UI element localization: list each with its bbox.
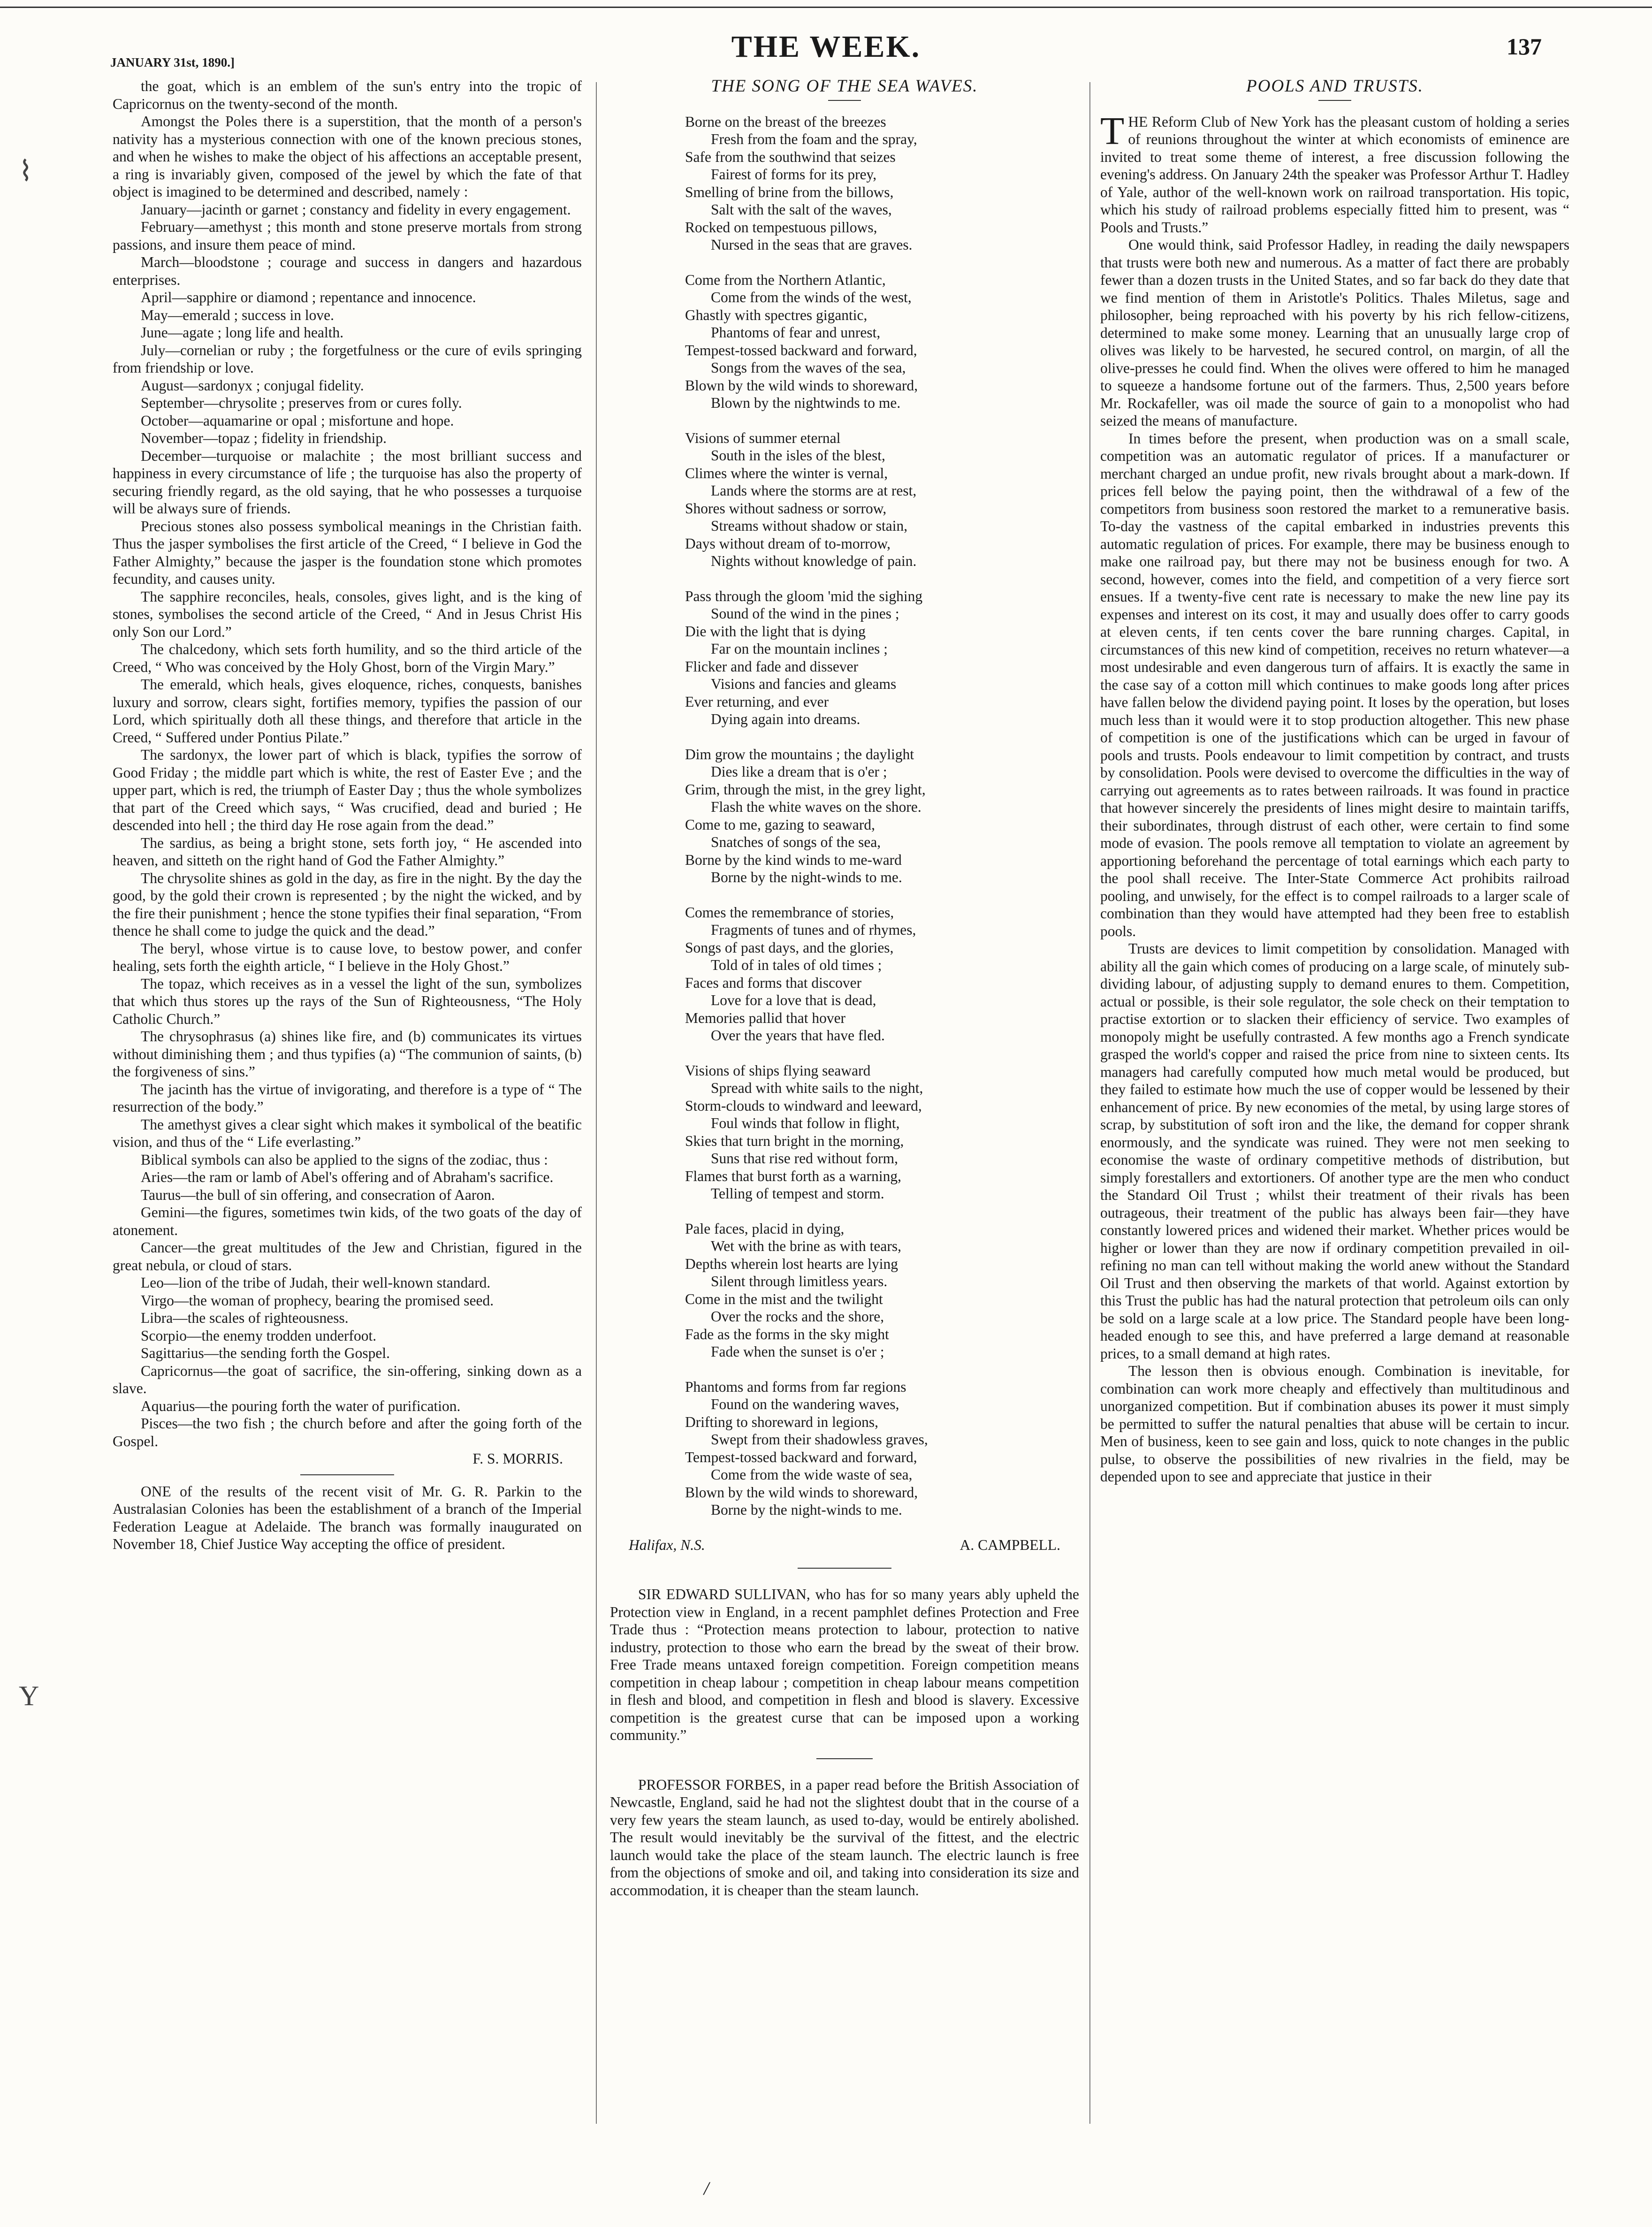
forbes-lead: PROFESSOR FORBES, <box>638 1776 785 1793</box>
paragraph: Aries—the ram or lamb of Abel's offering and of Abraham's sacrifice. <box>141 1169 554 1185</box>
section-rule <box>300 1474 394 1475</box>
paragraph: The lesson then is obvious enough. Combination is inevitable, for combination can work more cheaply and effectively than multitudinous and unorganized competition. But if combination abuses its power it must simply be permitted to suffer the natural penalties that abuse will be certain to incur. Men of business, keen to see gain and loss, quick to note changes in the public pulse, to observe the possibilities of new rivalries in the field, may be depended upon to see and appreciate that justice in their <box>1100 1363 1569 1485</box>
sullivan-note <box>610 1586 1079 1744</box>
poem-line: Pale faces, placid in dying, <box>685 1220 845 1237</box>
paragraph: The beryl, whose virtue is to cause love, to bestow power, and confer healing, sets forth the eighth article, “ I believe in the Holy Ghost.” <box>113 940 582 974</box>
poem-stanza <box>610 1062 1079 1203</box>
poem-line: Come in the mist and the twilight <box>685 1290 883 1307</box>
article-signature: F. S. MORRIS. <box>472 1450 563 1467</box>
poem-line: Dying again into dreams. <box>711 711 860 727</box>
column-3 <box>1100 77 1569 2152</box>
paragraph: The sapphire reconciles, heals, consoles, gives light, and is the king of stones, symbolises the second article of the Creed, “ And in Jesus Christ His only Son our Lord.” <box>113 588 582 640</box>
poem-line: Far on the mountain inclines ; <box>711 641 888 657</box>
poem-line: Flash the white waves on the shore. <box>711 799 921 815</box>
poem-title: THE SONG OF THE SEA WAVES. <box>711 77 978 96</box>
paragraph: October—aquamarine or opal ; misfortune and hope. <box>141 412 454 429</box>
paragraph: The chalcedony, which sets forth humility, and so the third article of the Creed, “ Who was conceived by the Holy Ghost, born of the Virgin Mary.” <box>113 641 582 675</box>
poem-line: Pass through the gloom 'mid the sighing <box>685 587 923 604</box>
paragraph: The amethyst gives a clear sight which makes it symbolical of the beatific vision, and thus of the “ Life everlasting.” <box>113 1116 582 1150</box>
paragraph: Gemini—the figures, sometimes twin kids, of the two goats of the day of atonement. <box>113 1204 582 1238</box>
poem-line: Snatches of songs of the sea, <box>711 834 881 850</box>
poem-line: Telling of tempest and storm. <box>711 1185 884 1202</box>
paragraph: The chrysophrasus (a) shines like fire, and (b) communicates its virtues without diminishing them ; and thus typifies (a) “The communion of saints, (b) the forgiveness of sins.” <box>113 1028 582 1080</box>
poem-line: Borne by the kind winds to me-ward <box>685 851 902 868</box>
poem-line: Come from the wide waste of sea, <box>711 1466 913 1483</box>
poem-line: Phantoms and forms from far regions <box>685 1378 906 1395</box>
paragraph: Aquarius—the pouring forth the water of purification. <box>141 1397 461 1414</box>
column-2 <box>610 77 1079 2152</box>
poem-line: Lands where the storms are at rest, <box>711 482 917 499</box>
poem-stanza <box>610 587 1079 728</box>
poem-line: Days without dream of to-morrow, <box>685 535 891 552</box>
poem-line: Dim grow the mountains ; the daylight <box>685 746 914 763</box>
paragraph: The emerald, which heals, gives eloquence, riches, conquests, banishes luxury and sorrow, clears sight, fortifies memory, typifies the passion of our Lord, which spiritually doth all these things, and therefore that article in the Creed, “ Suffered under Pontius Pilate.” <box>113 676 582 746</box>
poem-line: Nursed in the seas that are graves. <box>711 236 913 253</box>
top-rule <box>0 7 1652 8</box>
poem-line: Flames that burst forth as a warning, <box>685 1167 902 1184</box>
paragraph: Cancer—the great multitudes of the Jew and Christian, figured in the great nebula, or cloud of stars. <box>113 1239 582 1274</box>
paragraph: the goat, which is an emblem of the sun's entry into the tropic of Capricornus on the twenty-second of the month. <box>113 78 582 112</box>
issue-date: JANUARY 31st, 1890.] <box>110 55 235 69</box>
poem-line: Blown by the wild winds to shoreward, <box>685 1484 918 1501</box>
paragraph: The jacinth has the virtue of invigorating, and therefore is a type of “ The resurrection of the body.” <box>113 1081 582 1115</box>
paragraph: Biblical symbols can also be applied to the signs of the zodiac, thus : <box>141 1151 548 1168</box>
paragraph: July—cornelian or ruby ; the forgetfulness or the cure of evils springing from friendship or love. <box>113 342 582 376</box>
paragraph: One would think, said Professor Hadley, in reading the daily newspapers that trusts were both new and numerous. As a matter of fact there are probably fewer than a dozen trusts in the United States, and so far back do they date that we find mention of them in Aristotle's Politics. Thales Miletus, sage and philosopher, being reproached with his poverty by his rich fellow-citizens, determined to make some money. Learning that an unusually large crop of olives was likely to be harvested, he secured control, on margin, of all the olive-presses he could find. When the olives were offered to him he managed to squeeze a handsome fortune out of the farmers. Thus, 2,500 years before Mr. Rockafeller, was oil made the source of gain to a monopolist who had seized the means of manufacture. <box>1100 236 1569 429</box>
poem-line: Spread with white sails to the night, <box>711 1080 923 1096</box>
poem-line: Borne by the night-winds to me. <box>711 869 902 885</box>
poem-line: Fade when the sunset is o'er ; <box>711 1343 884 1360</box>
poem-line: Suns that rise red without form, <box>711 1150 898 1167</box>
paragraph: Trusts are devices to limit competition by consolidation. Managed with ability all the gain which comes of producing on a large scale, of minutely sub-dividing labour, of adjusting supply to demand enures to them. Competition, actual or possible, is their sole regulator, the sole check on their temptation to practise extortion or to slacken their efficiency of service. Two examples of monopoly might be usefully contrasted. A few months ago a French syndicate grasped the world's copper and raised the price from nine to sixteen cents. Its managers had carefully computed how much metal would be produced, but they failed to estimate how much the use of copper would be lessened by their enhancement of price. By new economies of the metal, by using large stores of scrap, by substitution of soft iron and the like, the demand for copper shrank enormously, and the syndicate was ruined. They were not men seeking to economise the waste of ordinary competitive methods of distribution, but simply forestallers and extortioners. Of another type are the men who conduct the Standard Oil Trust ; whilst their treatment of their rivals has been outrageous, their treatment of the public has always been fair—they have constantly lowered prices and widened their market. Whether prices would be higher or lower than they are now if ordinary competition prevailed in oil-refining no man can tell without making the world anew without the Standard Oil Trust and then observing the markets of that world. Against extortion by this Trust the public has had the natural protection that petroleum oils can only be sold on a large scale at a low price. The Standard people have been long-headed enough to see this, and have preferred a large demand at reasonable prices, to a small demand at high rates. <box>1100 940 1569 1362</box>
paragraph: The sardius, as being a bright stone, sets forth joy, “ He ascended into heaven, and sitteth on the right hand of God the Father Almighty.” <box>113 834 582 869</box>
poem-line: Found on the wandering waves, <box>711 1396 899 1412</box>
poem-line: Nights without knowledge of pain. <box>711 553 917 569</box>
margin-mark: ⌇ <box>19 156 33 187</box>
poem-line: Over the rocks and the shore, <box>711 1308 884 1325</box>
poem-line: Ghastly with spectres gigantic, <box>685 306 868 323</box>
paragraph: Leo—lion of the tribe of Judah, their well-known standard. <box>141 1274 491 1291</box>
poem-line: Sound of the wind in the pines ; <box>711 605 899 622</box>
sullivan-body: who has for so many years ably upheld the Protection view in England, in a recent pamphlet defines Protection and Free Trade thus : “Protection means protection to labour, protection to native industry, protection to those who earn the bread by the sweat of their brow. Free Trade means untaxed foreign competition. Foreign competition means competition in cheap labour ; competition in cheap labour means competition in flesh and blood, and competition in flesh and blood is slavery. Excessive competition is the greatest curse that can be imposed upon a working community.” <box>610 1586 1079 1743</box>
poem-line: Grim, through the mist, in the grey light, <box>685 781 926 798</box>
poem-line: Dies like a dream that is o'er ; <box>711 763 887 780</box>
paragraph: The topaz, which receives as in a vessel the light of the sun, symbolizes that which thus stores up the rays of the Sun of Righteousness, “The Holy Catholic Church.” <box>113 975 582 1027</box>
article-intro <box>1100 109 1569 236</box>
sullivan-lead: SIR EDWARD SULLIVAN, <box>638 1586 810 1602</box>
title-rule <box>828 100 861 101</box>
paragraph: Capricornus—the goat of sacrifice, the sin-offering, sinking down as a slave. <box>113 1362 582 1396</box>
poem-line: Phantoms of fear and unrest, <box>711 324 881 341</box>
paragraph: In times before the present, when production was on a small scale, competition was an automatic regulator of prices. If a manufacturer or merchant charged an undue profit, new rivals brought about a mark-down. If prices fell below the paying point, then the withdrawal of a few of the competitors from business soon restored the market to a remunerative basis. To-day the vastness of the capital embarked in industries prevents this automatic regulation of prices. For example, there may be business enough to make one railroad pay, but there may not be business enough for two. A second, however, comes into the field, and competition of a very fierce sort ensues. If a twenty-five cent rate is necessary to make the new line pay its expenses and interest on its cost, it may and usually does offer to carry goods at eleven cents, if ten cents cover the bare running charges. Capital, in circumstances of this new kind of competition, receives no return whatever—a most undesirable and even dangerous turn of affairs. It is exactly the same in the case say of a cotton mill which continues to make goods long after prices have fallen below the dividend paying point. It loses by the operation, but loses much less than it would were it to stop production altogether. This new phase of competition is one of the justifications which can be urged in favour of pools and trusts. Pools endeavour to limit competition by contract, and trusts by consolidation. Pools were devised to overcome the difficulties in the way of carrying out agreements as to rates between railroads. It was found in practice that however sincerely the presidents of lines might desire to maintain tariffs, their subordinates, through distrust of each other, were certain to find some mode of evasion. The pools remove all temptation to violate an agreement by apportioning beforehand the percentage of total earnings which each party to the pool shall receive. The Inter-State Commerce Act prohibits railroad pooling, and unwisely, for the effect is to compel railroads to a larger scale of combination than they would have attempted had they been free to establish pools. <box>1100 430 1569 939</box>
poem-line: Silent through limitless years. <box>711 1273 888 1289</box>
note-lead: ONE <box>141 1483 171 1500</box>
poem-line: Songs from the waves of the sea, <box>711 359 906 376</box>
section-rule <box>816 1758 873 1759</box>
paragraph: April—sapphire or diamond ; repentance and innocence. <box>141 289 476 305</box>
poem-line: Blown by the nightwinds to me. <box>711 395 901 411</box>
poem-author: A. CAMPBELL. <box>959 1536 1060 1553</box>
page-header <box>0 19 1652 70</box>
paragraph: December—turquoise or malachite ; the most brilliant success and happiness in every circumstance of life ; the turquoise has also the property of securing friendly regard, as the old saying, that he who possesses a turquoise will be always sure of friends. <box>113 447 582 517</box>
paragraph: Amongst the Poles there is a superstition, that the month of a person's nativity has a mysterious connection with one of the known precious stones, and when he wishes to make the object of his affections an acceptable present, a ring is invariably given, composed of the jewel by which the fate of that object is imagined to be determined and described, namely : <box>113 113 582 200</box>
column-divider <box>1089 82 1090 2124</box>
column-1 <box>113 77 582 2152</box>
poem-line: Fade as the forms in the sky might <box>685 1326 889 1342</box>
poem-line: Shores without sadness or sorrow, <box>685 500 887 517</box>
paragraph: June—agate ; long life and health. <box>141 324 344 341</box>
paragraph: January—jacinth or garnet ; constancy and fidelity in every engagement. <box>141 201 571 218</box>
poem-line: Memories pallid that hover <box>685 1009 846 1026</box>
forbes-note <box>610 1776 1079 1899</box>
poem-stanza <box>610 1220 1079 1361</box>
poem-line: Drifting to shoreward in legions, <box>685 1413 879 1430</box>
poem-signoff <box>610 1536 1079 1554</box>
title-rule <box>1318 100 1351 101</box>
paragraph: Libra—the scales of righteousness. <box>141 1310 349 1326</box>
article-title: POOLS AND TRUSTS. <box>1246 77 1424 96</box>
poem-line: Over the years that have fled. <box>711 1027 885 1044</box>
poem-stanza <box>610 429 1079 570</box>
paragraph: Virgo—the woman of prophecy, bearing the promised seed. <box>141 1292 494 1309</box>
poem-line: Told of in tales of old times ; <box>711 957 882 973</box>
poem-line: Skies that turn bright in the morning, <box>685 1132 904 1149</box>
poem-line: Faces and forms that discover <box>685 974 862 991</box>
poem-line: Rocked on tempestuous pillows, <box>685 219 877 236</box>
poem-line: Fresh from the foam and the spray, <box>711 131 917 147</box>
paragraph: Sagittarius—the sending forth the Gospel. <box>141 1345 390 1361</box>
gemstone-article <box>113 77 582 1415</box>
poem-line: Tempest-tossed backward and forward, <box>685 342 917 358</box>
poem-line: Comes the remembrance of stories, <box>685 904 894 921</box>
poem-stanza <box>610 271 1079 412</box>
poem-line: Blown by the wild winds to shoreward, <box>685 377 918 394</box>
poem-line: Salt with the salt of the waves, <box>711 201 892 218</box>
margin-mark: Y <box>19 1680 39 1711</box>
poem-line: Die with the light that is dying <box>685 623 866 640</box>
article-body <box>1100 236 1569 1486</box>
paragraph: Scorpio—the enemy trodden underfoot. <box>141 1327 377 1344</box>
note-body: of the results of the recent visit of Mr. G. R. Parkin to the Australasian Colonies has been the establishment of a branch of the Imperial Federation League at Adelaide. The branch was formally inaugurated on November 18, Chief Justice Way accepting the office of president. <box>113 1483 582 1552</box>
poem-line: Fragments of tunes and of rhymes, <box>711 922 916 938</box>
poem-stanza <box>610 1378 1079 1519</box>
section-rule <box>798 1568 891 1569</box>
poem-line: Visions and fancies and gleams <box>711 676 897 692</box>
poem-stanza <box>610 904 1079 1045</box>
paragraph: Taurus—the bull of sin offering, and consecration of Aaron. <box>141 1186 495 1203</box>
masthead-title: THE WEEK. <box>731 30 921 64</box>
poem-line: Swept from their shadowless graves, <box>711 1431 928 1448</box>
poem-line: Borne by the night-winds to me. <box>711 1502 902 1518</box>
poem-stanza <box>610 113 1079 254</box>
pisces-line: Pisces—the two fish ; the church before and after the going forth of the Gospel. <box>113 1415 582 1449</box>
paragraph: Precious stones also possess symbolical meanings in the Christian faith. Thus the jasper symbolises the first article of the Creed, “ I believe in God the Father Almighty,” because the jasper is the foundation stone which promotes fecundity, and causes unity. <box>113 518 582 587</box>
poem-line: Depths wherein lost hearts are lying <box>685 1255 898 1272</box>
paragraph: November—topaz ; fidelity in friendship. <box>141 430 387 446</box>
intro-text: HE Reform Club of New York has the pleasant custom of holding a series of reunions throughout the winter at which economists of eminence are invited to treat some theme of interest, a free discussion following the evening's address. On January 24th the speaker was Professor Arthur T. Hadley of Yale, author of the well-known work on railroad transportation. His topic, which his study of railroad problems especially fitted him to present, was “ Pools and Trusts.” <box>1100 113 1569 236</box>
footer-mark: / <box>704 2178 709 2199</box>
poem-line: Storm-clouds to windward and leeward, <box>685 1097 922 1114</box>
poem-stanza <box>610 746 1079 886</box>
column-divider <box>596 82 597 2124</box>
poem-line: Climes where the winter is vernal, <box>685 465 888 481</box>
poem-line: Visions of ships flying seaward <box>685 1062 871 1079</box>
pisces-paragraph <box>113 1415 582 1450</box>
page-number: 137 <box>1507 33 1542 60</box>
poem-line: Come from the Northern Atlantic, <box>685 271 886 288</box>
paragraph: August—sardonyx ; conjugal fidelity. <box>141 377 364 394</box>
poem-line: Tempest-tossed backward and forward, <box>685 1449 917 1465</box>
federation-note <box>113 1483 582 1553</box>
poem-line: Flicker and fade and dissever <box>685 658 859 675</box>
poem-line: Fairest of forms for its prey, <box>711 166 877 183</box>
drop-cap: T <box>1100 109 1125 153</box>
poem-line: Come from the winds of the west, <box>711 289 912 305</box>
paragraph: September—chrysolite ; preserves from or cures folly. <box>141 395 462 411</box>
poem-line: Streams without shadow or stain, <box>711 518 908 534</box>
poem-line: Borne on the breast of the breezes <box>685 113 886 130</box>
poem-line: Smelling of brine from the billows, <box>685 183 894 200</box>
poem-line: Visions of summer eternal <box>685 429 841 446</box>
poem-line: Come to me, gazing to seaward, <box>685 816 875 833</box>
paragraph: May—emerald ; success in love. <box>141 306 335 323</box>
paragraph: The sardonyx, the lower part of which is black, typifies the sorrow of Good Friday ; the middle part which is white, the rest of Easter Eve ; and the upper part, which is red, the triumph of Easter Day ; thus the whole symbolizes that part of the Creed which says, “ Was crucified, dead and buried ; He descended into hell ; the third day He rose again from the dead.” <box>113 747 582 833</box>
poem-line: Songs of past days, and the glories, <box>685 939 894 956</box>
forbes-body: in a paper read before the British Association of Newcastle, England, said he had not the slightest doubt that in the course of a very few years the steam launch, as used to-day, would be entirely abolished. The result would inevitably be the survival of the fittest, and the electric launch would take the place of the steam launch. The electric launch is free from the objections of smoke and oil, and taking into consideration its size and accommodation, it is cheaper than the steam launch. <box>610 1776 1079 1899</box>
paragraph: March—bloodstone ; courage and success in dangers and hazardous enterprises. <box>113 254 582 288</box>
poem-line: South in the isles of the blest, <box>711 447 885 464</box>
poem-place: Halifax, N.S. <box>629 1536 705 1553</box>
poem-line: Safe from the southwind that seizes <box>685 148 896 165</box>
poem-body <box>610 113 1079 1519</box>
poem-line: Wet with the brine as with tears, <box>711 1238 901 1254</box>
paragraph: February—amethyst ; this month and stone preserve mortals from strong passions, and insure them peace of mind. <box>113 219 582 253</box>
poem-line: Foul winds that follow in flight, <box>711 1115 900 1131</box>
poem-line: Love for a love that is dead, <box>711 992 876 1008</box>
paragraph: The chrysolite shines as gold in the day, as fire in the night. By the day the good, by the gold their crown is represented ; by the night the wicked, and by the fire their punishment ; hence the stone typifies their final separation, “From thence he shall come to judge the quick and the dead.” <box>113 869 582 939</box>
poem-line: Ever returning, and ever <box>685 693 829 710</box>
